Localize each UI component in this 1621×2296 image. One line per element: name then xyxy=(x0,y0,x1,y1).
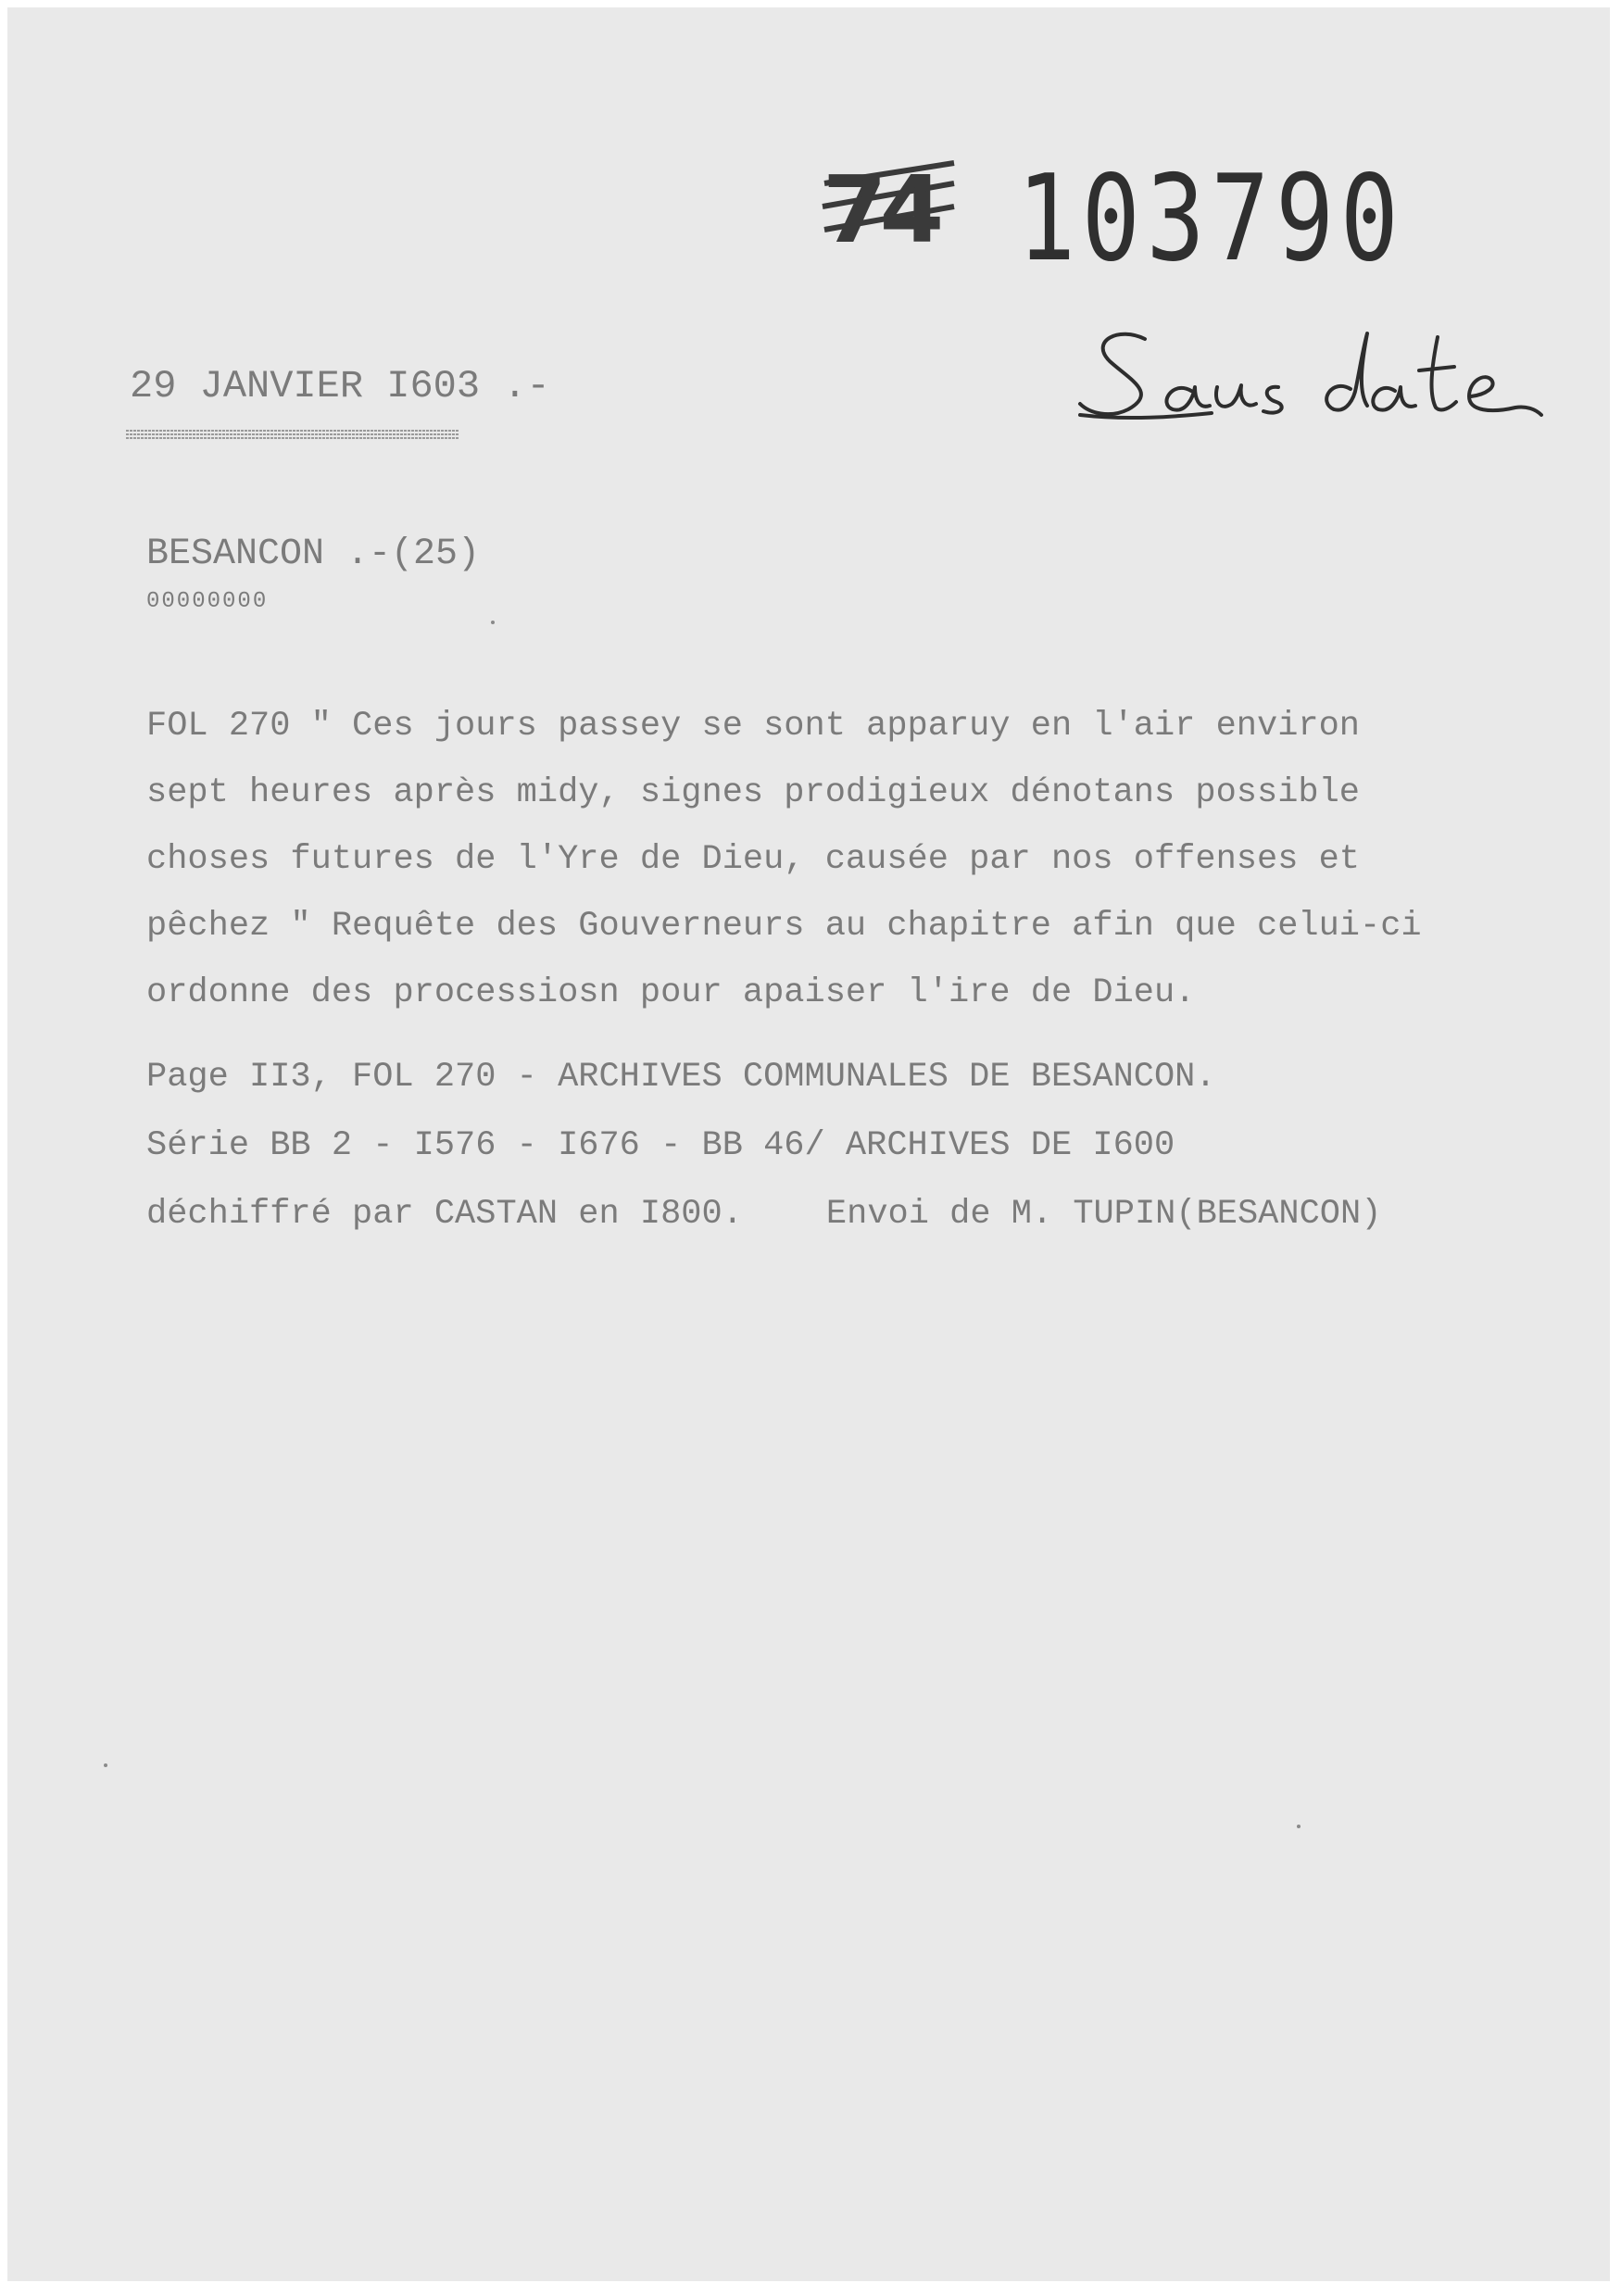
body-line: choses futures de l'Yre de Dieu, causée par nos offenses et xyxy=(146,840,1361,879)
strike-through-marks xyxy=(815,156,973,285)
document-date: 29 JANVIER I603 .- xyxy=(130,364,550,408)
reference-line: Page II3, FOL 270 - ARCHIVES COMMUNALES DE BESANCON. xyxy=(146,1058,1216,1097)
body-line: FOL 270 " Ces jours passey se sont apparuy en l'air environ xyxy=(146,707,1361,746)
reference-line xyxy=(146,1180,1508,1248)
body-line: sept heures après midy, signes prodigieux dénotans possible xyxy=(146,773,1361,812)
body-line: ordonne des processiosn pour apaiser l'ire de Dieu. xyxy=(146,973,1196,1012)
body-text xyxy=(146,693,1508,1026)
handwritten-annotation xyxy=(1073,313,1554,443)
city-heading: BESANCON .-(25) xyxy=(146,533,481,575)
circle-separator: 00000000 xyxy=(146,589,269,614)
crossed-out-prefix: 74 xyxy=(823,156,937,264)
reference-line: Série BB 2 - I576 - I676 - BB 46/ ARCHIVES DE I600 xyxy=(146,1126,1175,1165)
scan-speck xyxy=(1297,1825,1301,1828)
document-page xyxy=(7,7,1610,2281)
decipher-note: déchiffré par CASTAN en I800. xyxy=(146,1195,743,1234)
archive-number: 103790 xyxy=(1017,150,1405,288)
references xyxy=(146,1043,1508,1248)
handwritten-sans-date xyxy=(1073,313,1554,443)
sender-note: Envoi de M. TUPIN(BESANCON) xyxy=(825,1195,1382,1234)
scan-speck xyxy=(104,1763,107,1767)
body-line: pêchez " Requête des Gouverneurs au chapitre afin que celui-ci xyxy=(146,907,1422,946)
scan-speck xyxy=(491,621,495,624)
reference-stamp xyxy=(823,150,1471,288)
date-underline xyxy=(126,429,459,440)
